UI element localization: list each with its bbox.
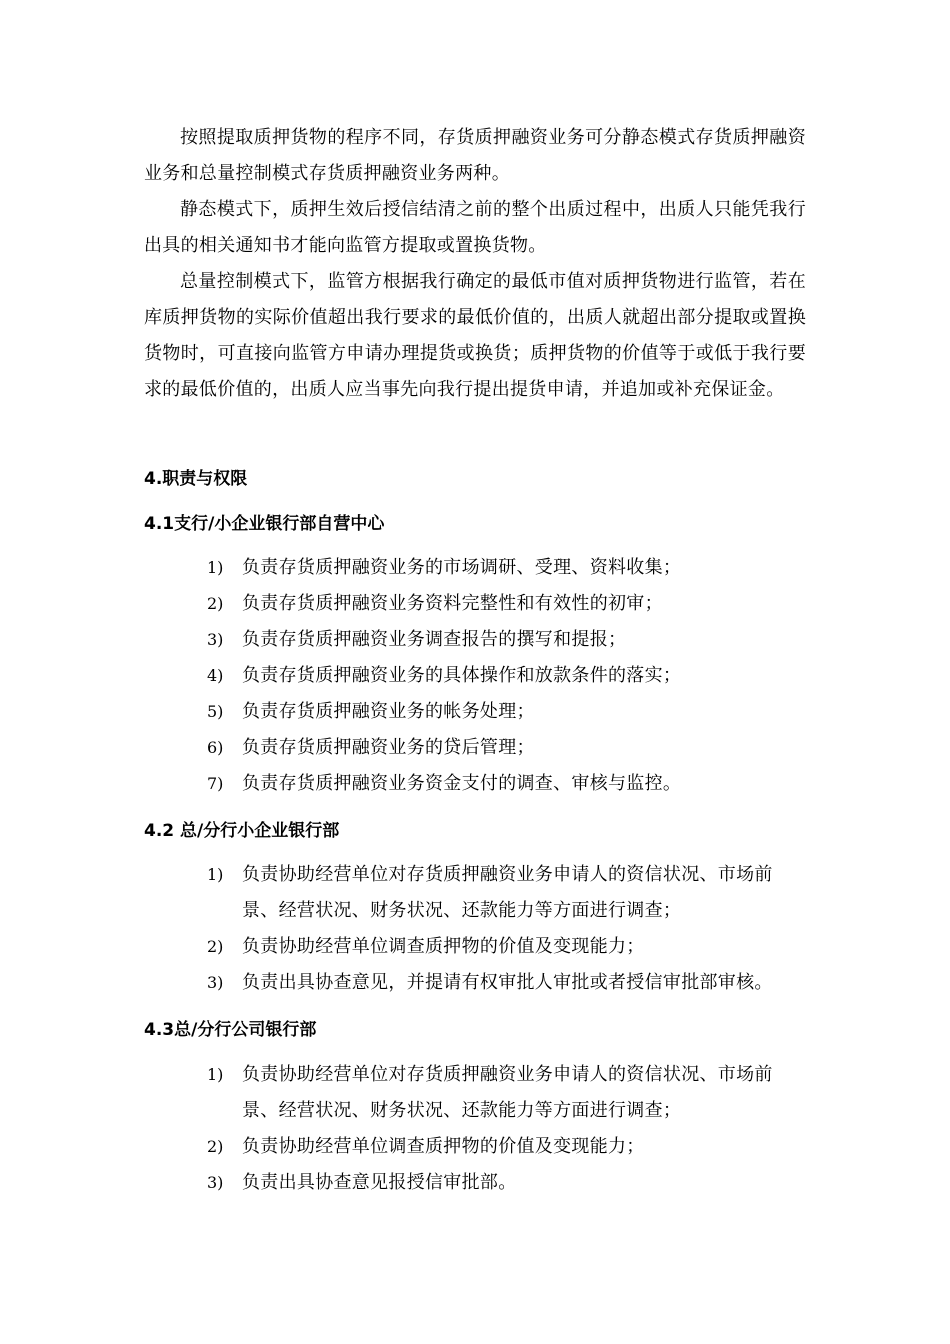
list-text: 负责协助经营单位对存货质押融资业务申请人的资信状况、市场前景、经营状况、财务状况、还款能力等方面进行调查；	[242, 1064, 773, 1121]
list-item	[207, 586, 807, 622]
list-number: 3)	[207, 630, 224, 649]
list-item	[207, 1165, 807, 1201]
paragraph-pledge-modes: 按照提取质押货物的程序不同，存货质押融资业务可分静态模式存货质押融资业务和总量控制模式存货质押融资业务两种。	[144, 127, 806, 184]
list-item	[207, 694, 807, 730]
list-item	[207, 550, 807, 586]
list-text: 负责出具协查意见，并提请有权审批人审批或者授信审批部审核。	[242, 972, 773, 993]
list-number: 3)	[207, 1173, 224, 1192]
paragraph-total-control-mode: 总量控制模式下，监管方根据我行确定的最低市值对质押货物进行监管，若在库质押货物的实际价值超出我行要求的最低价值的，出质人就超出部分提取或置换货物时，可直接向监管方申请办理提货或换货；质押货物的价值等于或低于我行要求的最低价值的，出质人应当事先向我行提出提货申请，并追加或补充保证金。	[144, 271, 806, 400]
list-text: 负责存货质押融资业务调查报告的撰写和提报；	[242, 629, 627, 650]
list-text: 负责存货质押融资业务的具体操作和放款条件的落实；	[242, 665, 682, 686]
list-text: 负责存货质押融资业务资金支付的调查、审核与监控。	[242, 773, 682, 794]
list-text: 负责出具协查意见报授信审批部。	[242, 1172, 517, 1193]
list-item	[207, 857, 807, 929]
list-number: 5)	[207, 702, 224, 721]
list-text: 负责存货质押融资业务资料完整性和有效性的初审；	[242, 593, 663, 614]
list-number: 4)	[207, 666, 224, 685]
subsection-heading-4-3: 4.3总/分行公司银行部	[144, 1020, 317, 1040]
list-item	[207, 1129, 807, 1165]
section-heading-responsibilities: 4.职责与权限	[144, 469, 248, 489]
list-text: 负责协助经营单位调查质押物的价值及变现能力；	[242, 936, 645, 957]
list-number: 1)	[207, 558, 224, 577]
list-text: 负责协助经营单位对存货质押融资业务申请人的资信状况、市场前景、经营状况、财务状况、还款能力等方面进行调查；	[242, 864, 773, 921]
list-number: 3)	[207, 973, 224, 992]
list-item	[207, 1057, 807, 1129]
list-text: 负责存货质押融资业务的市场调研、受理、资料收集；	[242, 557, 682, 578]
paragraph-static-mode: 静态模式下，质押生效后授信结清之前的整个出质过程中，出质人只能凭我行出具的相关通知书才能向监管方提取或置换货物。	[144, 199, 806, 256]
list-number: 6)	[207, 738, 224, 757]
list-text: 负责协助经营单位调查质押物的价值及变现能力；	[242, 1136, 645, 1157]
list-text: 负责存货质押融资业务的帐务处理；	[242, 701, 535, 722]
list-number: 1)	[207, 865, 224, 884]
list-item	[207, 766, 807, 802]
list-number: 7)	[207, 774, 224, 793]
subsection-heading-4-1: 4.1支行/小企业银行部自营中心	[144, 514, 385, 534]
list-number: 2)	[207, 1137, 224, 1156]
list-item	[207, 730, 807, 766]
list-number: 2)	[207, 594, 224, 613]
list-item	[207, 658, 807, 694]
list-item	[207, 929, 807, 965]
subsection-heading-4-2: 4.2 总/分行小企业银行部	[144, 821, 340, 841]
list-item	[207, 622, 807, 658]
list-text: 负责存货质押融资业务的贷后管理；	[242, 737, 535, 758]
list-number: 1)	[207, 1065, 224, 1084]
list-number: 2)	[207, 937, 224, 956]
list-item	[207, 965, 807, 1001]
